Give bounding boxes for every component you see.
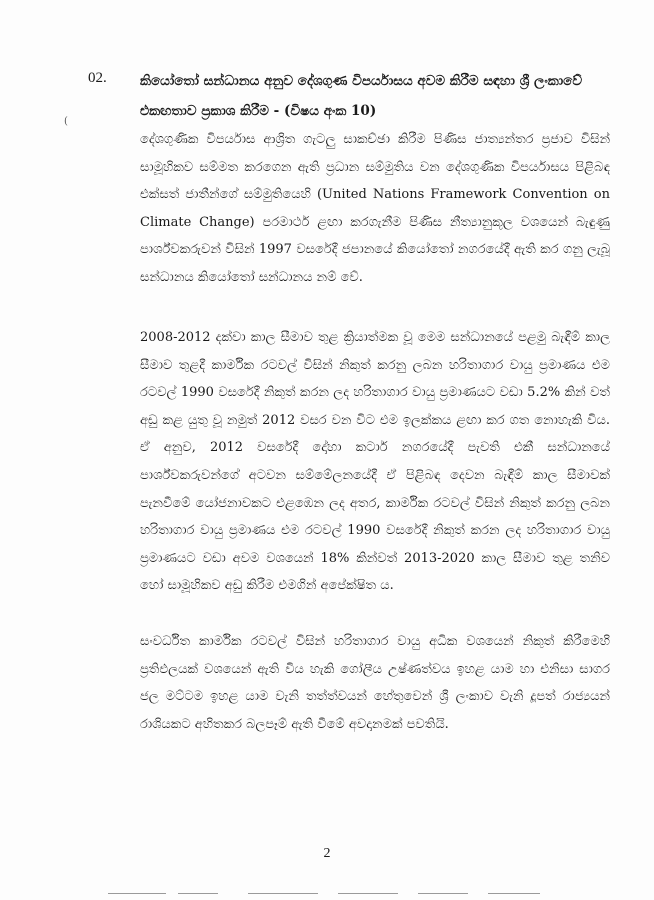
paragraph-commitment-periods: 2008-2012 දක්වා කාල සීමාව තුළ ක්‍රියාත්මක වූ මෙම සන්ධානයේ පළමු බැඳීම් කාල සීමාව තුළදී කාර්මික රටවල් විසින් නිකුත් කරනු ලබන හරිතාගාර වායු ප්‍රමාණය එම රටවල් 1990 වසරේදී නිකුත් කරන ලද හරිතාගාර වායු ප්‍රමාණයට වඩා 5.2% කින් වත් අඩු කළ යුතු වූ නමුත් 2012 වසර වන විට එම ඉලක්කය ළඟා කර ගත නොහැකි විය. ඒ අනුව, 2012 වසරේදී දෝහා කටාර් නගරයේදී පැවති එකී සන්ධානයේ පාර්ශ්වකරුවන්ගේ අටවන සම්මේලනයේදී ඒ පිළිබඳ දෙවන බැඳීම් කාල සීමාවක් පැනවීමේ යෝජනාවකට එළඹෙන ලද අතර, කාර්මික රටවල් විසින් නිකුත් කරනු ලබන හරිතාගාර වායු ප්‍රමාණය එම රටවල් 1990 වසරේදී නිකුත් කරන ලද හරිතාගාර වායු ප්‍රමාණයට වඩා අවම වශයෙන් 18% කින්වත් 2013-2020 කාල සීමාව තුළ තනිව හෝ සාමූහිකව අඩු කිරීම එමගින් අපේක්ෂිත ය. [140,330,611,594]
footer-rule [108,893,166,894]
footer-rule [488,893,540,894]
paragraph-climate-risk: සංවර්ධිත කාර්මික රටවල් විසින් හරිතාගාර වායු අධික වශයෙන් නිකුත් කිරීමෙහි ප්‍රතිඵලයක් වශයෙන් ඇති විය හැකි ගෝලීය උෂ්ණත්වය ඉහළ යාම හා එනිසා සාගර ජල මට්ටම ඉහළ යාම වැනි තත්ත්වයන් හේතුවෙන් ශ්‍රී ලංකාව වැනි දූපත් රාජ්‍යයන් රාශියකට අහිතකර බලපෑම් ඇති වීමේ අවදානමක් පවතියි. [140,634,610,732]
page-number: 2 [323,846,331,861]
footer-rule [178,893,218,894]
paragraph-kyoto-definition: දේශගුණික විපර්යාස ආශ්‍රිත ගැටලු සාකච්ඡා කිරීම පිණිස ජාත්‍යන්තර ප්‍රජාව විසින් සාමූහිකව සම්මත කරගෙන ඇති ප්‍රධාන සම්මුතිය වන දේශගුණික විපර්යාසය පිළිබඳ එක්සත් ජාතීන්ගේ සම්මුතියෙහි (United Nations Framework Convention on Climate Change) පරමාර්ථ ළඟා කරගැනීම පිණිස නීත්‍යානුකූල වශයෙන් බැඳුණු පාර්ශ්වකරුවන් විසින් 1997 වසරේදී ජපානයේ කියෝතෝ නගරයේදී ඇති කර ගනු ලැබූ සන්ධානය කියෝතෝ සන්ධානය නම් වේ. [140,132,610,285]
footer-rule [248,893,318,894]
item-number: 02. [88,70,107,86]
margin-mark: ( [64,116,68,127]
footer-rule [418,893,468,894]
footer-rule [338,893,398,894]
item-heading: කියෝතෝ සන්ධානය අනුව දේශගුණ විපර්යාසය අවම කිරීම සඳහා ශ්‍රී ලංකාවේ එකඟතාව ප්‍රකාශ කිරීම - (විෂය අංක 10) [140,73,583,119]
